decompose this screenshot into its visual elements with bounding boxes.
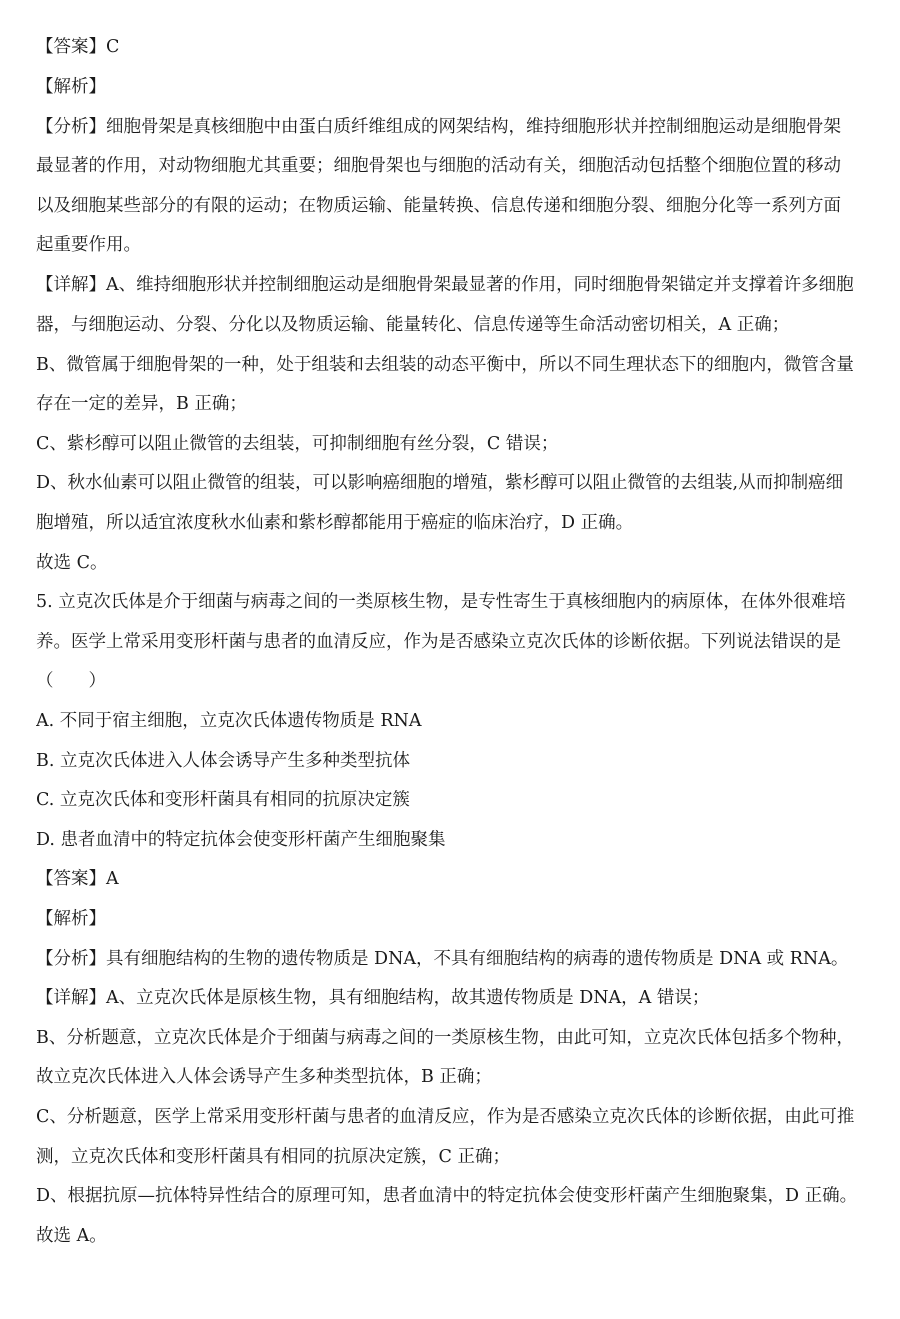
analysis-line: 【分析】具有细胞结构的生物的遗传物质是 DNA，不具有细胞结构的病毒的遗传物质是 DNA 或 RNA。 xyxy=(36,949,849,969)
answer-label: 【答案】A xyxy=(36,869,119,889)
option-a: A. 不同于宿主细胞，立克次氏体遗传物质是 RNA xyxy=(36,711,422,731)
detail-line: 【详解】A、维持细胞形状并控制细胞运动是细胞骨架最显著的作用，同时细胞骨架锚定并支撑着许多细胞 xyxy=(36,275,854,295)
conclusion-line: 故选 C。 xyxy=(36,553,108,573)
detail-line: 器，与细胞运动、分裂、分化以及物质运输、能量转化、信息传递等生命活动密切相关，A 正确； xyxy=(36,315,790,335)
detail-line: B、微管属于细胞骨架的一种，处于组装和去组装的动态平衡中，所以不同生理状态下的细胞内，微管含量 xyxy=(36,355,854,375)
detail-line: 【详解】A、立克次氏体是原核生物，具有细胞结构，故其遗传物质是 DNA，A 错误； xyxy=(36,988,710,1008)
analysis-line: 以及细胞某些部分的有限的运动；在物质运输、能量转换、信息传递和细胞分裂、细胞分化等一系列方面 xyxy=(36,196,841,216)
detail-line: C、紫杉醇可以阻止微管的去组装，可抑制细胞有丝分裂，C 错误； xyxy=(36,434,559,454)
detail-line: C、分析题意，医学上常采用变形杆菌与患者的血清反应，作为是否感染立克次氏体的诊断依据，由此可推 xyxy=(36,1107,855,1127)
conclusion-line: 故选 A。 xyxy=(36,1226,107,1246)
analysis-line: 起重要作用。 xyxy=(36,235,141,255)
detail-line: D、秋水仙素可以阻止微管的组装，可以影响癌细胞的增殖，紫杉醇可以阻止微管的去组装,从而抑制癌细 xyxy=(36,473,844,493)
answer-label: 【答案】C xyxy=(36,37,120,57)
question-stem: （ ） xyxy=(36,671,106,691)
detail-line: D、根据抗原—抗体特异性结合的原理可知，患者血清中的特定抗体会使变形杆菌产生细胞聚集，D 正确。 xyxy=(36,1186,858,1206)
analysis-header: 【解析】 xyxy=(36,77,106,97)
detail-line: 故立克次氏体进入人体会诱导产生多种类型抗体，B 正确； xyxy=(36,1067,492,1087)
question-stem: 5. 立克次氏体是介于细菌与病毒之间的一类原核生物，是专性寄生于真核细胞内的病原体，在体外很难培 xyxy=(36,592,846,612)
analysis-line: 最显著的作用，对动物细胞尤其重要；细胞骨架也与细胞的活动有关，细胞活动包括整个细胞位置的移动 xyxy=(36,156,841,176)
option-d: D. 患者血清中的特定抗体会使变形杆菌产生细胞聚集 xyxy=(36,830,446,850)
analysis-header: 【解析】 xyxy=(36,909,106,929)
detail-line: 胞增殖，所以适宜浓度秋水仙素和紫杉醇都能用于癌症的临床治疗，D 正确。 xyxy=(36,513,634,533)
detail-line: 测，立克次氏体和变形杆菌具有相同的抗原决定簇，C 正确； xyxy=(36,1147,510,1167)
detail-line: B、分析题意，立克次氏体是介于细菌与病毒之间的一类原核生物，由此可知，立克次氏体包括多个物种， xyxy=(36,1028,854,1048)
analysis-line: 【分析】细胞骨架是真核细胞中由蛋白质纤维组成的网架结构，维持细胞形状并控制细胞运动是细胞骨架 xyxy=(36,117,841,137)
option-b: B. 立克次氏体进入人体会诱导产生多种类型抗体 xyxy=(36,751,410,771)
question-stem: 养。医学上常采用变形杆菌与患者的血清反应，作为是否感染立克次氏体的诊断依据。下列说法错误的是 xyxy=(36,632,841,652)
detail-line: 存在一定的差异，B 正确； xyxy=(36,394,247,414)
option-c: C. 立克次氏体和变形杆菌具有相同的抗原决定簇 xyxy=(36,790,410,810)
